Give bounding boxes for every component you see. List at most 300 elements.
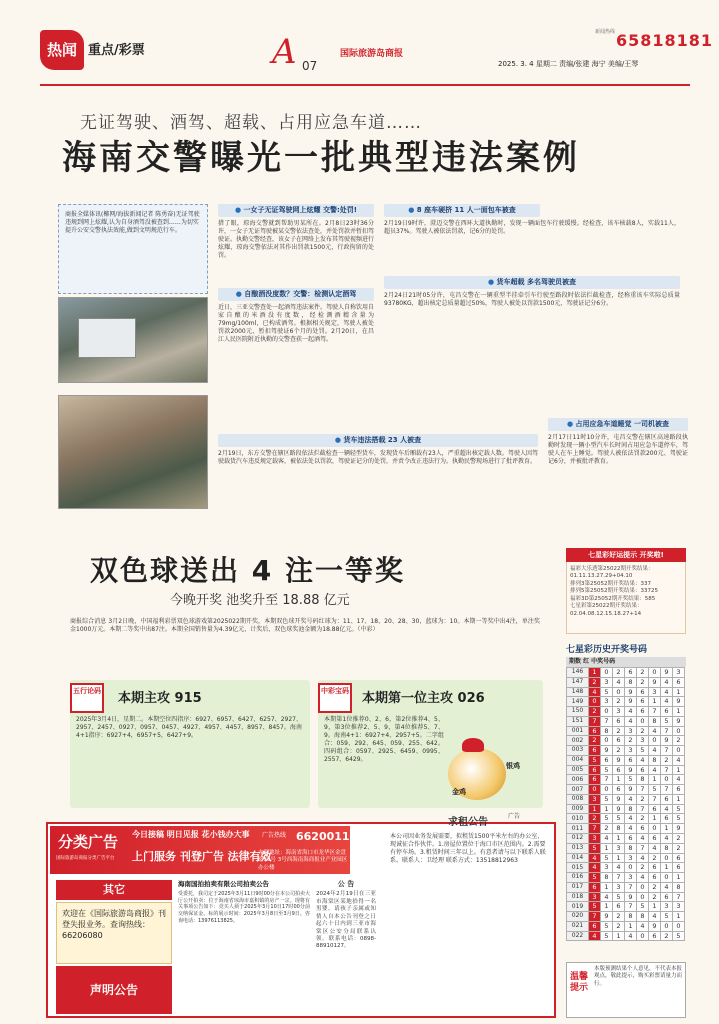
history-issue: 009	[567, 804, 589, 814]
history-digit: 7	[613, 873, 625, 883]
sec-title-3: ● 货车违法搭载 23 人被查	[218, 434, 538, 447]
ad-address: 办理地址：海南省海口市龙华区金盘路30号 3号西海南海商报业产业园区办公楼	[258, 850, 348, 871]
history-digit: 4	[625, 931, 637, 941]
sec-title-6: ● 占用应急车道睡觉 一司机被查	[548, 418, 688, 431]
history-digit: 8	[649, 716, 661, 726]
history-issue: 011	[567, 824, 589, 834]
history-issue: 018	[567, 892, 589, 902]
history-digit: 1	[673, 873, 685, 883]
hotline-label: 新闻热线	[595, 29, 616, 35]
history-issue: 022	[567, 931, 589, 941]
headline: 海南交警曝光一批典型违法案例	[62, 138, 580, 178]
history-digit: 6	[589, 882, 601, 892]
ad-phone-number: 66200119	[296, 830, 358, 843]
zhongcai-badge: 中彩宝码	[318, 683, 352, 713]
history-digit: 3	[637, 736, 649, 746]
history-row	[567, 794, 685, 804]
history-digit: 0	[601, 707, 613, 717]
history-issue: 150	[567, 707, 589, 717]
lottery-body: 商报综合消息 3月2日晚，中国福利彩票双色球游戏第2025022期开奖，本期双色球开奖号码红球为：11、17、18、20、28、30，蓝球为：10。本期一等奖中出4注，单注奖金1000万元。本期二等奖中出87注。本期全国销售量为4.39亿元，计奖后，双色球奖池金额为18.88亿元。（中彩）	[70, 618, 540, 634]
history-row	[567, 668, 685, 678]
history-digit: 4	[673, 755, 685, 765]
history-digit: 1	[613, 931, 625, 941]
history-digit: 0	[649, 824, 661, 834]
history-digit: 3	[613, 843, 625, 853]
history-digit: 9	[613, 794, 625, 804]
history-digit: 1	[673, 794, 685, 804]
history-digit: 0	[673, 921, 685, 931]
history-digit: 9	[613, 755, 625, 765]
rent-text: 本公司因业务发展需要，拟租赁1500平米左右的办公室，现诚征合作伙伴。1.房屋位置位于海口市区范围内。2.需要有停车场。3.租赁时间三年以上。有意者请与以下联系人联系。联系人：卫经理 联系方式：13518812963	[390, 832, 546, 864]
lottery-subheadline: 今晚开奖 池奖升至 18.88 亿元	[170, 593, 350, 608]
history-digit: 0	[613, 687, 625, 697]
history-digit: 0	[649, 736, 661, 746]
history-digit: 4	[589, 853, 601, 863]
history-digit: 2	[613, 697, 625, 707]
gold-rooster-label: 金鸡	[452, 788, 466, 796]
history-digit: 9	[649, 677, 661, 687]
history-digit: 3	[673, 668, 685, 678]
history-digit: 4	[637, 834, 649, 844]
history-digit: 2	[661, 755, 673, 765]
lead-paragraph: 商报全媒体讯(椰网/海拔新闻记者 陈勇奋)无证驾驶违规到网上炫耀,认为自身酒驾没被查到……为切实提升公安交警执法效能,做到文明规范行车。	[58, 204, 208, 294]
history-digit: 3	[601, 677, 613, 687]
history-digit: 5	[673, 814, 685, 824]
history-digit: 8	[601, 873, 613, 883]
history-digit: 0	[601, 785, 613, 795]
history-digit: 0	[661, 853, 673, 863]
history-digit: 0	[637, 716, 649, 726]
history-digit: 6	[637, 697, 649, 707]
history-issue: 005	[567, 765, 589, 775]
history-row	[567, 873, 685, 883]
history-issue: 002	[567, 736, 589, 746]
history-digit: 5	[661, 912, 673, 922]
history-issue: 013	[567, 843, 589, 853]
history-digit: 5	[649, 785, 661, 795]
history-digit: 1	[589, 668, 601, 678]
history-digit: 7	[637, 843, 649, 853]
history-digit: 7	[661, 746, 673, 756]
history-digit: 7	[661, 785, 673, 795]
history-digit: 2	[649, 882, 661, 892]
history-issue: 020	[567, 912, 589, 922]
history-digit: 4	[637, 755, 649, 765]
history-digit: 8	[637, 775, 649, 785]
history-digit: 9	[625, 765, 637, 775]
history-digit: 1	[601, 843, 613, 853]
history-digit: 2	[613, 912, 625, 922]
history-header: 期数 红 中奖号码	[566, 657, 686, 667]
rent-title: 求租公告	[448, 817, 488, 828]
ad-phone-label: 广告热线	[262, 832, 287, 839]
history-digit: 6	[649, 804, 661, 814]
history-digit: 8	[637, 912, 649, 922]
history-row	[567, 716, 685, 726]
history-digit: 4	[661, 882, 673, 892]
history-digit: 4	[637, 921, 649, 931]
history-digit: 4	[601, 834, 613, 844]
history-digit: 3	[601, 697, 613, 707]
draw-line: 福彩大乐透第25022期开奖结果：	[570, 566, 654, 572]
history-digit: 1	[673, 707, 685, 717]
history-issue: 004	[567, 755, 589, 765]
kicker: 无证驾驶、酒驾、超载、占用应急车道……	[80, 113, 422, 133]
history-digit: 2	[673, 843, 685, 853]
history-digit: 1	[673, 765, 685, 775]
history-digit: 8	[673, 882, 685, 892]
history-digit: 8	[601, 726, 613, 736]
history-digit: 8	[625, 804, 637, 814]
history-row	[567, 775, 685, 785]
history-digit: 4	[649, 726, 661, 736]
history-digit: 4	[625, 707, 637, 717]
history-issue: 017	[567, 882, 589, 892]
history-digit: 6	[637, 765, 649, 775]
history-digit: 3	[589, 892, 601, 902]
history-row	[567, 902, 685, 912]
draw-results-title: 七星彩好运提示 开奖啦!	[566, 548, 686, 562]
history-digit: 2	[649, 853, 661, 863]
history-digit: 4	[589, 931, 601, 941]
history-row	[567, 697, 685, 707]
history-digit: 1	[661, 863, 673, 873]
history-row	[567, 882, 685, 892]
history-digit: 2	[589, 814, 601, 824]
warning-text: 本版预测结果个人意见，不代表本报观点，敬此提示，购买彩票请量力而行。	[594, 966, 683, 987]
draw-line: 排列5第25052期开奖结果：33725	[570, 588, 658, 595]
history-digit: 2	[613, 921, 625, 931]
history-digit: 5	[613, 814, 625, 824]
sec-text-4: 2月19日9时许，澄迈交警在西环大道执勤时，发现一辆面包车行驶缓慢。经检查，该车核载8人，实载11人，超员37%。驾驶人被依法罚款，记6分的处罚。	[384, 220, 680, 236]
history-digit: 0	[649, 668, 661, 678]
history-digit: 4	[661, 804, 673, 814]
history-digit: 6	[589, 746, 601, 756]
history-digit: 6	[589, 726, 601, 736]
warning-title: 温馨提示	[570, 972, 589, 993]
history-digit: 2	[673, 834, 685, 844]
history-digit: 4	[661, 687, 673, 697]
history-digit: 6	[661, 892, 673, 902]
zhongcai-text: 本期第1位推荐0、2、6，第2位推荐4、5、9，第3位推荐2、5、9，第4位推荐5、7、9。海南4+1：6927+4、2957+5。二字组合：059、292、645、059、255、642。四码组合：0597、2925、6459、0995、2557、6429。	[324, 716, 444, 764]
history-digit: 2	[661, 931, 673, 941]
history-digit: 3	[589, 794, 601, 804]
sec-title-4: ● 8 座车硬挤 11 人一面包车被查	[384, 204, 540, 217]
history-digit: 8	[625, 843, 637, 853]
page-letter: A	[272, 32, 297, 72]
history-digit: 7	[601, 716, 613, 726]
history-digit: 6	[673, 785, 685, 795]
history-digit: 7	[589, 912, 601, 922]
history-digit: 6	[673, 863, 685, 873]
history-digit: 9	[613, 804, 625, 814]
history-digit: 4	[589, 863, 601, 873]
history-digit: 0	[661, 873, 673, 883]
history-digit: 3	[625, 873, 637, 883]
history-digit: 9	[625, 892, 637, 902]
history-digit: 5	[589, 843, 601, 853]
issue-date: 2025. 3. 4 星期二 责编/张建 海宁 美编/王琴	[498, 60, 639, 68]
history-digit: 9	[625, 785, 637, 795]
history-digit: 4	[661, 677, 673, 687]
history-digit: 9	[661, 668, 673, 678]
rooster-comb-icon	[462, 738, 484, 752]
history-issue: 015	[567, 863, 589, 873]
history-digit: 6	[661, 707, 673, 717]
history-issue: 151	[567, 716, 589, 726]
history-digit: 4	[613, 677, 625, 687]
history-row	[567, 814, 685, 824]
history-digit: 7	[649, 707, 661, 717]
wuxing-title: 本期主攻 915	[118, 691, 202, 706]
history-row	[567, 824, 685, 834]
silver-rooster-label: 银鸡	[506, 762, 520, 770]
history-row	[567, 785, 685, 795]
history-digit: 8	[613, 824, 625, 834]
lottery-headline: 双色球送出 4 注一等奖	[90, 554, 405, 587]
history-issue: 012	[567, 834, 589, 844]
history-digit: 3	[601, 863, 613, 873]
history-digit: 5	[601, 794, 613, 804]
history-digit: 9	[601, 912, 613, 922]
history-digit: 1	[589, 804, 601, 814]
history-digit: 1	[613, 775, 625, 785]
history-digit: 6	[625, 755, 637, 765]
history-digit: 1	[673, 912, 685, 922]
history-digit: 1	[661, 824, 673, 834]
history-digit: 5	[601, 853, 613, 863]
history-digit: 5	[625, 775, 637, 785]
history-digit: 6	[649, 834, 661, 844]
history-digit: 6	[589, 765, 601, 775]
history-digit: 6	[673, 853, 685, 863]
page-number: 07	[302, 59, 318, 73]
history-digit: 5	[589, 873, 601, 883]
history-issue: 016	[567, 873, 589, 883]
hotline-number: 65818181	[616, 31, 714, 50]
history-row	[567, 843, 685, 853]
history-digit: 4	[649, 843, 661, 853]
history-digit: 0	[637, 882, 649, 892]
history-digit: 6	[613, 736, 625, 746]
history-row	[567, 707, 685, 717]
public-notice	[316, 880, 376, 1014]
history-digit: 5	[613, 892, 625, 902]
draw-results-list	[570, 566, 684, 618]
sec-title-1: ● 一女子无证驾驶网上炫耀 交警:处罚!	[218, 204, 374, 217]
history-digit: 6	[625, 834, 637, 844]
history-digit: 5	[673, 931, 685, 941]
history-digit: 2	[637, 677, 649, 687]
history-digit: 3	[673, 902, 685, 912]
ad-slogan: 国际旅游岛商报分类广告平台	[56, 856, 115, 861]
history-digit: 4	[649, 765, 661, 775]
history-digit: 6	[637, 687, 649, 697]
section-logo: 热闻	[40, 30, 84, 70]
history-digit: 4	[589, 687, 601, 697]
history-issue: 007	[567, 785, 589, 795]
draw-line: 01.11.13.27.29+04.10	[570, 573, 633, 580]
history-digit: 6	[589, 775, 601, 785]
draw-line: 02.04.08.12.15.18.27+14	[570, 610, 642, 617]
history-digit: 0	[589, 697, 601, 707]
photo-police-check	[58, 395, 208, 509]
history-issue: 149	[567, 697, 589, 707]
history-digit: 1	[649, 775, 661, 785]
history-digit: 4	[601, 892, 613, 902]
sec-text-3: 2月19日，东方交警在辖区路段依法拦截检查一辆轻型货车，发现货车后厢载有23人，严重超出核定载人数。驾驶人因驾驶载货汽车违反规定载客，被依法处以罚款，驾驶证记分的处罚，并责令改正违法行为。执勤民警现场进行了批评教育。	[218, 450, 538, 466]
history-digit: 5	[637, 746, 649, 756]
other-ads-text: 欢迎在《国际旅游岛商报》刊登失报业务。查询热线：66206080	[56, 902, 172, 964]
history-digit: 5	[589, 755, 601, 765]
history-digit: 6	[601, 755, 613, 765]
history-digit: 3	[625, 726, 637, 736]
history-digit: 4	[661, 834, 673, 844]
history-digit: 1	[601, 804, 613, 814]
history-digit: 9	[601, 746, 613, 756]
history-digit: 7	[661, 765, 673, 775]
history-digit: 8	[661, 843, 673, 853]
history-row	[567, 863, 685, 873]
ad-line-2: 上门服务 刊登广告 法律有效	[132, 850, 272, 863]
history-digit: 1	[601, 882, 613, 892]
history-row	[567, 765, 685, 775]
history-digit: 7	[637, 804, 649, 814]
history-digit: 9	[625, 687, 637, 697]
history-row	[567, 834, 685, 844]
history-digit: 4	[661, 697, 673, 707]
history-digit: 6	[637, 707, 649, 717]
history-issue: 146	[567, 668, 589, 678]
history-digit: 6	[637, 824, 649, 834]
history-digit: 2	[589, 736, 601, 746]
sec-text-5: 2月24日21时05分许，屯昌交警在一辆重型半挂牵引车行驶至路段时依法拦截检查，经称重该车实际总质量93780KG，超出核定总质量超过50%，驾驶人被处以罚款1500元，驾驶证记分6分。	[384, 292, 680, 308]
history-digit: 4	[673, 775, 685, 785]
history-digit: 2	[625, 736, 637, 746]
history-digit: 6	[589, 921, 601, 931]
history-digit: 9	[649, 921, 661, 931]
history-digit: 8	[649, 755, 661, 765]
history-digit: 4	[649, 746, 661, 756]
history-digit: 4	[625, 814, 637, 824]
history-digit: 0	[661, 775, 673, 785]
history-digit: 3	[625, 853, 637, 863]
history-digit: 7	[589, 824, 601, 834]
history-digit: 5	[601, 687, 613, 697]
history-digit: 9	[673, 697, 685, 707]
history-digit: 6	[649, 873, 661, 883]
history-digit: 0	[661, 921, 673, 931]
history-digit: 5	[601, 921, 613, 931]
sec-title-5: ● 货车超载 多名驾驶员被查	[384, 276, 680, 289]
other-ads-title: 其它	[56, 880, 172, 900]
history-digit: 7	[649, 794, 661, 804]
history-digit: 6	[625, 668, 637, 678]
history-title: 七星彩历史开奖号码	[566, 645, 648, 655]
history-digit: 2	[589, 707, 601, 717]
history-digit: 2	[637, 794, 649, 804]
history-digit: 1	[649, 697, 661, 707]
sec-text-2: 近日，三亚交警查处一起酒驾违法案件。驾驶人自称饮用自家自酿的米酒没有度数，经检测酒精含量为79mg/100ml，已构成酒驾。根据相关规定，驾驶人被处罚款2000元，暂扣驾驶证6个月的处罚。2月20日，在昌江人民医院附近执勤的交警查获一起酒驾。	[218, 304, 375, 344]
history-digit: 4	[649, 912, 661, 922]
history-row	[567, 736, 685, 746]
history-digit: 0	[601, 736, 613, 746]
auction-text: 受委托，我司定于2025年3月11日9时00分在本公司拍卖大厅公开拍卖：位于海南省琼海市嘉积镇的房产一宗。现将有关事项公告如下：竞买人须于2025年3月10日17时00分前交纳保证金。标的展示时间：2025年3月8日至3月9日。咨询电话：13976113825。	[178, 890, 310, 924]
history-digit: 1	[625, 921, 637, 931]
history-digit: 0	[637, 892, 649, 902]
history-issue: 001	[567, 726, 589, 736]
history-digit: 0	[601, 668, 613, 678]
history-row	[567, 921, 685, 931]
history-digit: 1	[613, 834, 625, 844]
history-digit: 7	[589, 716, 601, 726]
history-digit: 3	[613, 707, 625, 717]
history-row	[567, 755, 685, 765]
history-row	[567, 677, 685, 687]
wuxing-text: 2025年3月4日，星期二。本期空位四指序：6927、6957、6427、6257、2927、2957、2457、0927、0957、0457、4927、4957、4457、8957、8457。海南4+1指序：6927+4，6957+5，6427+9。	[76, 716, 302, 740]
history-digit: 9	[673, 716, 685, 726]
wuxing-badge: 五行论码	[70, 683, 104, 713]
history-row	[567, 853, 685, 863]
history-digit: 1	[649, 902, 661, 912]
history-digit: 9	[661, 736, 673, 746]
draw-line: 排列3第25052期开奖结果：337	[570, 580, 651, 587]
history-row	[567, 726, 685, 736]
paper-name: 国际旅游岛商报	[340, 49, 404, 59]
history-digit: 6	[613, 902, 625, 912]
sec-text-6: 2月17日11时10分许，屯昌交警在辖区高速路段执勤时发现一辆小型汽车长时间占用应急车道停车，驾驶人在车上睡觉。驾驶人被依法罚款200元、驾驶证记6分，并被批评教育。	[548, 434, 688, 466]
notice-text: 2024年2月19日在三亚市海棠区某地拾得一名男婴，请孩子亲属或知情人自本公告刊登之日起六十日内到三亚市海棠区公安分局联系认领。联系电话：0898-88910127。	[316, 891, 376, 950]
history-digit: 3	[661, 902, 673, 912]
history-issue: 019	[567, 902, 589, 912]
history-digit: 5	[589, 902, 601, 912]
history-digit: 9	[625, 697, 637, 707]
history-issue: 148	[567, 687, 589, 697]
auction-title: 海南国拍拍卖有限公司拍卖公告	[178, 880, 269, 888]
draw-line: 七星彩第25022期开奖结果：	[570, 603, 643, 610]
history-digit: 6	[649, 863, 661, 873]
history-digit: 3	[649, 687, 661, 697]
history-digit: 2	[637, 668, 649, 678]
history-digit: 6	[661, 794, 673, 804]
history-digit: 2	[637, 814, 649, 824]
history-digit: 5	[601, 814, 613, 824]
history-issue: 147	[567, 677, 589, 687]
history-digit: 7	[625, 902, 637, 912]
history-digit: 1	[649, 814, 661, 824]
history-digit: 2	[613, 746, 625, 756]
history-digit: 7	[625, 882, 637, 892]
history-digit: 3	[589, 834, 601, 844]
ad-line-1: 今日接稿 明日见报 花小钱办大事	[132, 830, 250, 839]
history-digit: 2	[637, 863, 649, 873]
history-digit: 0	[637, 931, 649, 941]
history-digit: 1	[601, 902, 613, 912]
history-issue: 006	[567, 775, 589, 785]
history-row	[567, 804, 685, 814]
history-issue: 014	[567, 853, 589, 863]
ad-label: 广告	[508, 813, 521, 820]
notice-title: 公 告	[337, 880, 355, 888]
history-row	[567, 912, 685, 922]
history-table	[566, 667, 685, 941]
history-digit: 2	[613, 726, 625, 736]
statement-title: 声明公告	[56, 966, 172, 1014]
history-digit: 5	[637, 902, 649, 912]
history-digit: 0	[673, 726, 685, 736]
history-digit: 4	[637, 853, 649, 863]
history-row	[567, 746, 685, 756]
